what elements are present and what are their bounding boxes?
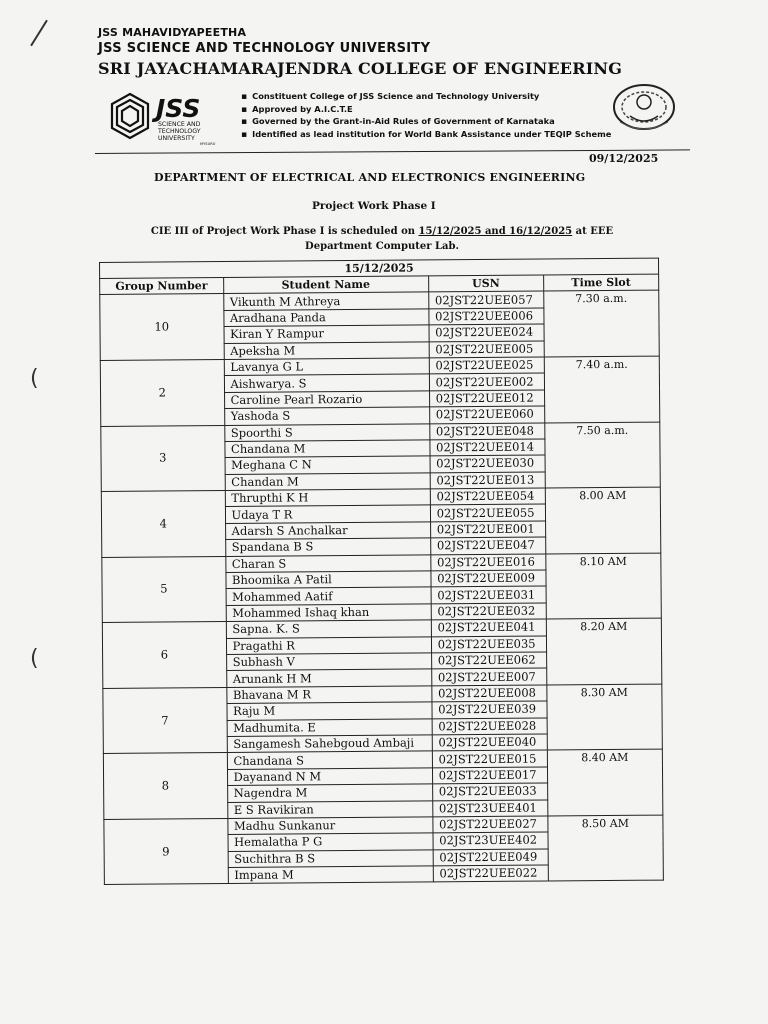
usn-cell: 02JST22UEE016 xyxy=(430,554,545,571)
student-name-cell: Kiran Y Rampur xyxy=(224,325,429,343)
student-name-cell: Aradhana Panda xyxy=(223,309,428,327)
time-slot-cell: 7.30 a.m. xyxy=(544,290,660,356)
student-name-cell: Caroline Pearl Rozario xyxy=(224,391,429,409)
time-slot-cell: 7.50 a.m. xyxy=(545,422,661,488)
logo-sub-1: SCIENCE AND xyxy=(158,121,201,128)
student-name-cell: Spoorthi S xyxy=(224,423,429,441)
student-name-cell: E S Ravikiran xyxy=(227,800,432,818)
header-usn: USN xyxy=(428,275,543,292)
group-number-cell: 8 xyxy=(103,753,227,820)
usn-cell: 02JST22UEE039 xyxy=(432,701,547,718)
jss-logo xyxy=(108,90,223,146)
usn-cell: 02JST22UEE014 xyxy=(430,439,545,456)
usn-cell: 02JST22UEE062 xyxy=(431,652,546,669)
usn-cell: 02JST22UEE033 xyxy=(432,783,547,800)
usn-cell: 02JST22UEE015 xyxy=(432,750,547,767)
student-name-cell: Sangamesh Sahebgoud Ambaji xyxy=(227,735,432,753)
notice-dates: 15/12/2025 and 16/12/2025 xyxy=(418,226,573,237)
usn-cell: 02JST22UEE027 xyxy=(433,816,548,833)
student-name-cell: Lavanya G L xyxy=(224,358,429,376)
usn-cell: 02JST22UEE005 xyxy=(429,341,544,358)
student-name-cell: Thrupthi K H xyxy=(225,489,430,507)
student-name-cell: Arunank H M xyxy=(226,669,431,687)
group-number-cell: 3 xyxy=(101,425,225,492)
student-name-cell: Apeksha M xyxy=(224,341,429,359)
usn-cell: 02JST22UEE032 xyxy=(431,603,546,620)
usn-cell: 02JST22UEE001 xyxy=(430,521,545,538)
bullet-3: ▪ Governed by the Grant-in-Aid Rules of Government of Karnataka xyxy=(241,116,611,129)
usn-cell: 02JST22UEE025 xyxy=(429,357,544,374)
table-date: 15/12/2025 xyxy=(100,258,659,278)
usn-cell: 02JST22UEE055 xyxy=(430,504,545,521)
student-name-cell: Pragathi R xyxy=(226,636,431,654)
time-slot-cell: 8.30 AM xyxy=(547,684,663,750)
notice-date: 09/12/2025 xyxy=(589,152,659,165)
usn-cell: 02JST22UEE017 xyxy=(432,767,547,784)
logo-tiny: MYSURU xyxy=(200,142,216,146)
usn-cell: 02JST22UEE030 xyxy=(430,455,545,472)
student-name-cell: Raju M xyxy=(226,702,431,720)
header-line-1: JSS MAHAVIDYAPEETHA xyxy=(98,26,247,39)
college-emblem xyxy=(610,80,678,134)
student-name-cell: Mohammed Ishaq khan xyxy=(226,604,431,622)
usn-cell: 02JST23UEE402 xyxy=(433,832,548,849)
bullet-4: ▪ Identified as lead institution for World Bank Assistance under TEQIP Scheme xyxy=(241,129,611,142)
usn-cell: 02JST22UEE012 xyxy=(429,390,544,407)
usn-cell: 02JST22UEE054 xyxy=(430,488,545,505)
student-name-cell: Meghana C N xyxy=(225,456,430,474)
group-number-cell: 9 xyxy=(104,818,228,885)
student-name-cell: Bhavana M R xyxy=(226,686,431,704)
usn-cell: 02JST22UEE024 xyxy=(429,324,544,341)
student-name-cell: Charan S xyxy=(225,555,430,573)
usn-cell: 02JST22UEE013 xyxy=(430,472,545,489)
punch-mark-bottom: ( xyxy=(30,646,39,671)
student-name-cell: Nagendra M xyxy=(227,784,432,802)
time-slot-cell: 7.40 a.m. xyxy=(544,356,660,422)
student-name-cell: Bhoomika A Patil xyxy=(225,571,430,589)
header-time-slot: Time Slot xyxy=(543,274,658,291)
student-name-cell: Spandana B S xyxy=(225,538,430,556)
student-name-cell: Subhash V xyxy=(226,653,431,671)
time-slot-cell: 8.00 AM xyxy=(545,487,661,553)
usn-cell: 02JST22UEE006 xyxy=(429,308,544,325)
college-bullets xyxy=(241,91,611,141)
college-name: SRI JAYACHAMARAJENDRA COLLEGE OF ENGINEERING xyxy=(98,59,623,78)
group-number-cell: 4 xyxy=(101,491,225,558)
time-slot-cell: 8.10 AM xyxy=(546,553,662,619)
student-name-cell: Chandana S xyxy=(227,751,432,769)
bullet-1: ▪ Constituent College of JSS Science and Technology University xyxy=(241,91,611,104)
student-name-cell: Aishwarya. S xyxy=(224,374,429,392)
student-name-cell: Dayanand N M xyxy=(227,768,432,786)
schedule-table xyxy=(99,258,664,886)
usn-cell: 02JST22UEE008 xyxy=(432,685,547,702)
group-number-cell: 6 xyxy=(102,622,226,689)
usn-cell: 02JST22UEE041 xyxy=(431,619,546,636)
usn-cell: 02JST22UEE031 xyxy=(431,586,546,603)
usn-cell: 02JST22UEE047 xyxy=(430,537,545,554)
usn-cell: 02JST22UEE028 xyxy=(432,718,547,735)
time-slot-cell: 8.20 AM xyxy=(546,618,662,684)
student-name-cell: Yashoda S xyxy=(224,407,429,425)
student-name-cell: Chandan M xyxy=(225,473,430,491)
time-slot-cell: 8.40 AM xyxy=(547,749,663,815)
student-name-cell: Sapna. K. S xyxy=(226,620,431,638)
header-student-name: Student Name xyxy=(223,276,428,294)
student-name-cell: Impana M xyxy=(228,866,433,884)
usn-cell: 02JST22UEE040 xyxy=(432,734,547,751)
subject-title: Project Work Phase I xyxy=(312,200,436,212)
student-name-cell: Mohammed Aatif xyxy=(226,587,431,605)
student-name-cell: Chandana M xyxy=(224,440,429,458)
student-name-cell: Udaya T R xyxy=(225,505,430,523)
usn-cell: 02JST22UEE060 xyxy=(429,406,544,423)
usn-cell: 02JST22UEE057 xyxy=(428,291,543,308)
student-name-cell: Hemalatha P G xyxy=(228,833,433,851)
usn-cell: 02JST22UEE002 xyxy=(429,373,544,390)
header-line-2: JSS SCIENCE AND TECHNOLOGY UNIVERSITY xyxy=(98,41,431,56)
usn-cell: 02JST22UEE009 xyxy=(431,570,546,587)
schedule-notice xyxy=(122,224,642,254)
notice-text-before: CIE III of Project Work Phase I is scheduled on xyxy=(150,226,419,237)
student-name-cell: Suchithra B S xyxy=(228,850,433,868)
group-number-cell: 2 xyxy=(100,359,224,426)
student-name-cell: Vikunth M Athreya xyxy=(223,292,428,310)
time-slot-cell: 8.50 AM xyxy=(548,815,664,881)
notice-text-after: at EEE Department Computer Lab. xyxy=(305,226,614,252)
schedule-table-wrap xyxy=(99,258,664,886)
usn-cell: 02JST22UEE022 xyxy=(433,865,548,882)
usn-cell: 02JST22UEE048 xyxy=(429,423,544,440)
header-group-number: Group Number xyxy=(100,278,224,295)
logo-sub-3: UNIVERSITY xyxy=(158,135,195,142)
usn-cell: 02JST22UEE007 xyxy=(431,668,546,685)
department-title: DEPARTMENT OF ELECTRICAL AND ELECTRONICS ENGINEERING xyxy=(154,171,586,184)
usn-cell: 02JST22UEE049 xyxy=(433,849,548,866)
punch-mark-top: ( xyxy=(30,366,39,391)
group-number-cell: 10 xyxy=(100,294,224,361)
student-name-cell: Madhu Sunkanur xyxy=(227,817,432,835)
usn-cell: 02JST23UEE401 xyxy=(432,799,547,816)
table-body xyxy=(100,290,664,884)
group-number-cell: 7 xyxy=(103,687,227,754)
pen-mark xyxy=(30,20,48,47)
group-number-cell: 5 xyxy=(102,556,226,623)
logo-sub-2: TECHNOLOGY xyxy=(158,128,201,135)
logo-jss-text: JSS xyxy=(156,94,201,123)
student-name-cell: Madhumita. E xyxy=(227,718,432,736)
usn-cell: 02JST22UEE035 xyxy=(431,636,546,653)
student-name-cell: Adarsh S Anchalkar xyxy=(225,522,430,540)
bullet-2: ▪ Approved by A.I.C.T.E xyxy=(241,104,611,117)
